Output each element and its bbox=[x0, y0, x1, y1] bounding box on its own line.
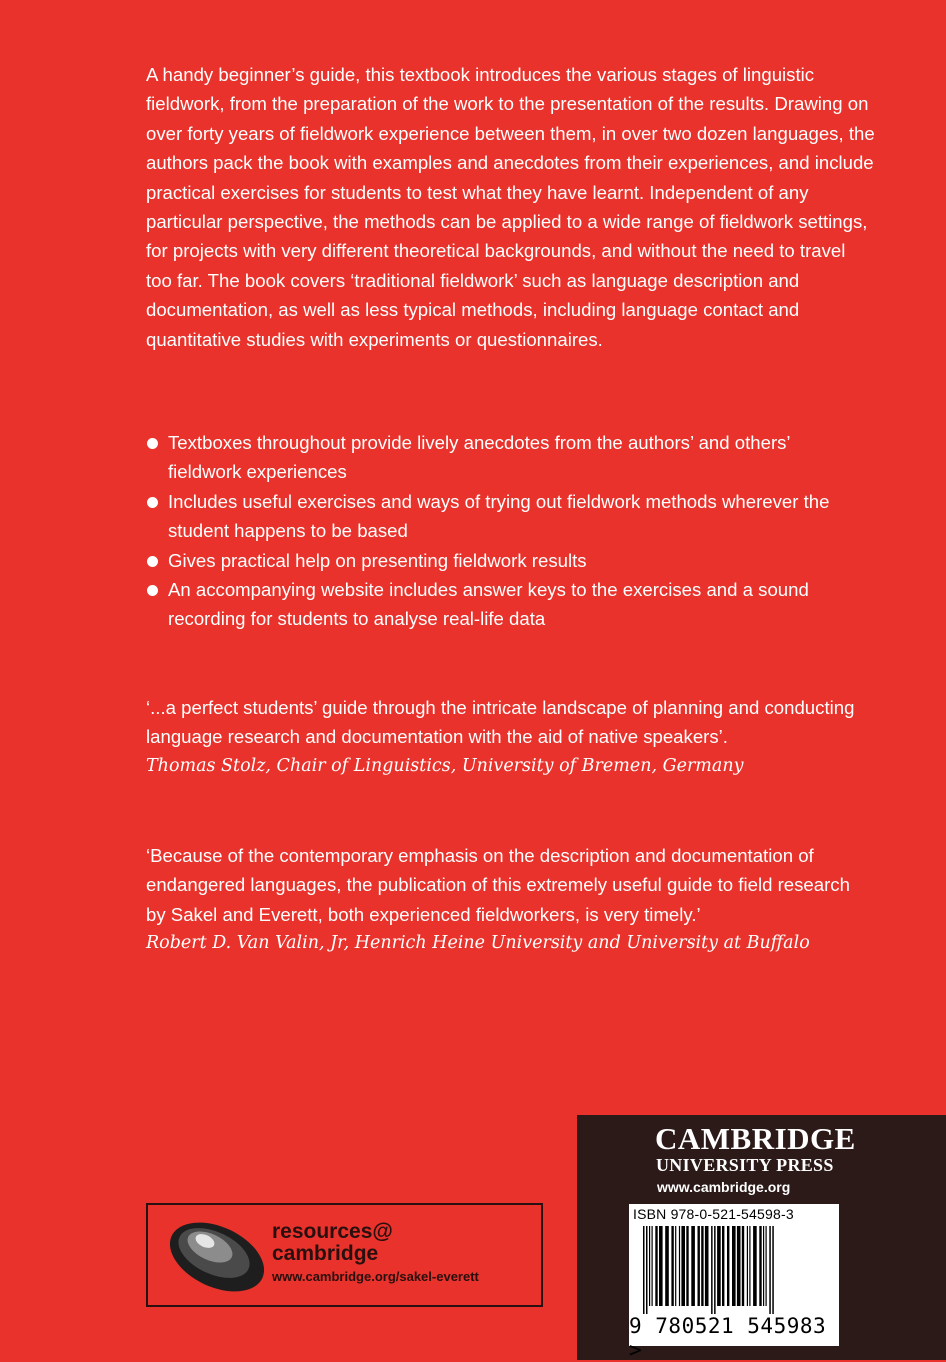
isbn-label: ISBN 978-0-521-54598-3 bbox=[633, 1206, 794, 1222]
quote-text: ‘...a perfect students’ guide through the intricate landscape of planning and conducting language research and documentation with the aid of native speakers’. bbox=[146, 697, 855, 748]
barcode-bar bbox=[681, 1226, 685, 1306]
barcode-digits: 9 780521 545983 > bbox=[629, 1314, 827, 1362]
barcode-bar bbox=[701, 1226, 703, 1306]
quote-text: ‘Because of the contemporary emphasis on the description and documentation of endangered languages, the publication of this extremely useful guide to field research by Sakel and Everett, both experienced fieldworkers, is very timely.’ bbox=[146, 845, 850, 925]
barcode-bar bbox=[759, 1226, 761, 1306]
publisher-subtitle: UNIVERSITY PRESS bbox=[656, 1155, 834, 1175]
barcode-bar bbox=[772, 1226, 774, 1314]
barcode-bar bbox=[749, 1226, 750, 1306]
barcode-bar bbox=[675, 1226, 676, 1306]
barcode-bar bbox=[727, 1226, 729, 1306]
bullet-icon bbox=[147, 556, 158, 567]
review-quote bbox=[146, 693, 866, 781]
barcode-bar bbox=[659, 1226, 663, 1306]
barcode-bar bbox=[722, 1226, 724, 1306]
bullet-icon bbox=[147, 585, 158, 596]
barcode-bar bbox=[766, 1226, 767, 1306]
quote-attribution: Robert D. Van Valin, Jr, Henrich Heine University and University at Buffalo bbox=[146, 933, 810, 954]
barcode-bar bbox=[763, 1226, 764, 1306]
barcode-bar bbox=[691, 1226, 695, 1306]
barcode-bar bbox=[665, 1226, 669, 1306]
barcode-bar bbox=[711, 1226, 713, 1314]
feature-item: Textboxes throughout provide lively anecdotes from the authors’ and others’ fieldwork experiences bbox=[146, 428, 846, 487]
resources-url[interactable]: www.cambridge.org/sakel-everett bbox=[272, 1269, 479, 1284]
barcode bbox=[633, 1226, 835, 1314]
barcode-bar bbox=[747, 1226, 748, 1306]
barcode-bar bbox=[732, 1226, 736, 1306]
barcode-bar bbox=[652, 1226, 653, 1306]
barcode-bar bbox=[643, 1226, 645, 1314]
publisher-panel bbox=[577, 1115, 946, 1360]
feature-item: Includes useful exercises and ways of trying out fieldwork methods wherever the student happens to be based bbox=[146, 487, 846, 546]
barcode-bar bbox=[671, 1226, 673, 1306]
barcode-bar bbox=[679, 1226, 680, 1306]
barcode-bar bbox=[686, 1226, 688, 1306]
bullet-icon bbox=[147, 438, 158, 449]
resources-panel bbox=[146, 1203, 543, 1307]
barcode-bar bbox=[655, 1226, 657, 1306]
barcode-bar bbox=[649, 1226, 650, 1306]
feature-item: Gives practical help on presenting fieldwork results bbox=[146, 546, 846, 575]
review-quote bbox=[146, 841, 866, 959]
barcode-bar bbox=[737, 1226, 741, 1306]
barcode-bar bbox=[717, 1226, 721, 1306]
barcode-bar bbox=[705, 1226, 709, 1306]
barcode-bar bbox=[646, 1226, 648, 1314]
mouse-icon bbox=[162, 1217, 272, 1297]
feature-item: An accompanying website includes answer keys to the exercises and a sound recording for students to analyse real-life data bbox=[146, 575, 846, 634]
resources-title: resources@ cambridge bbox=[272, 1220, 393, 1265]
barcode-bar bbox=[742, 1226, 744, 1306]
quote-attribution: Thomas Stolz, Chair of Linguistics, University of Bremen, Germany bbox=[146, 755, 744, 776]
publisher-url[interactable]: www.cambridge.org bbox=[657, 1179, 791, 1195]
feature-list bbox=[146, 428, 846, 634]
barcode-bar bbox=[769, 1226, 771, 1314]
publisher-name: CAMBRIDGE bbox=[655, 1121, 856, 1156]
barcode-panel bbox=[629, 1204, 839, 1362]
barcode-bar bbox=[698, 1226, 700, 1306]
bullet-icon bbox=[147, 497, 158, 508]
description-paragraph: A handy beginner’s guide, this textbook introduces the various stages of linguistic fieldwork, from the preparation of the work to the presentation of the results. Drawing on over forty years of fieldwork experience between them, in over two dozen languages, the authors pack the book with examples and anecdotes from their experiences, and include practical exercises for students to test what they have learnt. Independent of any particular perspective, the methods can be applied to a wide range of fieldwork settings, for projects with very different theoretical backgrounds, and without the need to travel too far. The book covers ‘traditional fieldwork’ such as language description and documentation, as well as less typical methods, including language contact and quantitative studies with experiments or questionnaires. bbox=[146, 64, 875, 350]
barcode-bar bbox=[753, 1226, 757, 1306]
barcode-bar bbox=[714, 1226, 716, 1314]
